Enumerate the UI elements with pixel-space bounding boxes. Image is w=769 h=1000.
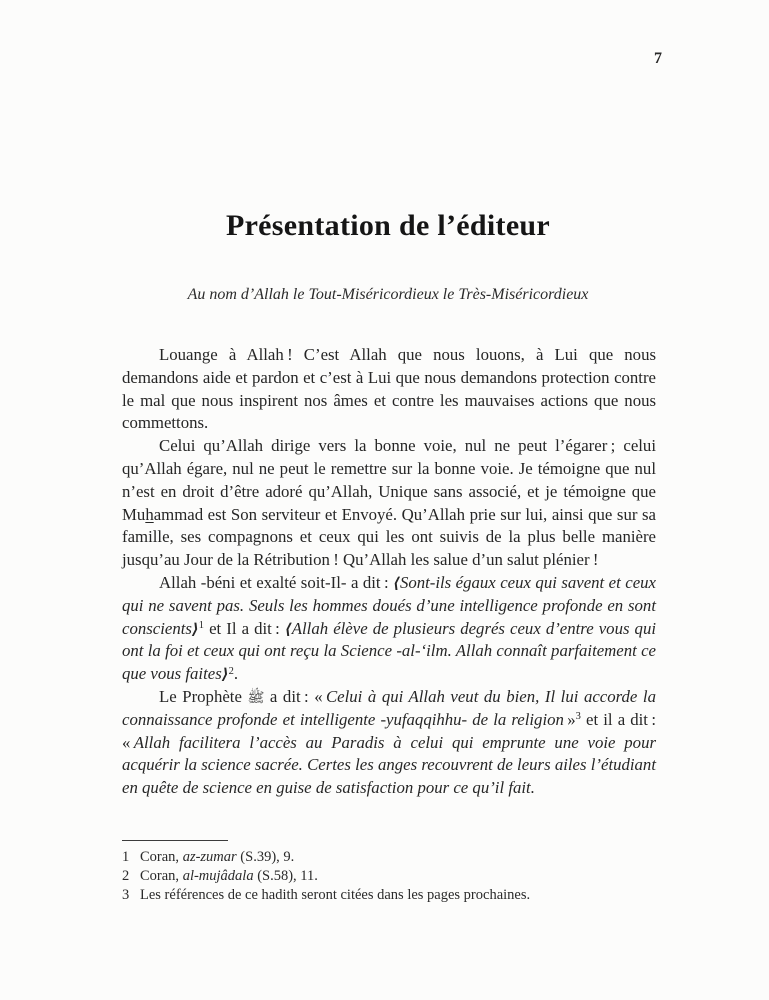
footnote-number: 1	[122, 849, 130, 865]
text-segment: Allah élève de plusieurs degrés ceux d’entre vous qui ont la foi et ceux qui ont reçu la Science -al-‘ilm. Allah connaît parfaitement ce que vous faites	[122, 618, 657, 684]
page-title: Présentation de l’éditeur	[225, 209, 551, 242]
footnote-item	[122, 848, 656, 867]
text-segment: ammad est Son serviteur et Envoyé. Qu’Allah prie sur lui, ainsi que sur sa famille, ses compagnons et ceux qui les ont suivis de la plus belle manière jusqu’au Jour de la Rétribution ! Qu’Allah les salue d’un salut plénier !	[122, 504, 656, 570]
text-segment: Sont-ils égaux ceux qui savent et ceux qui ne savent pas. Seuls les hommes doués d’une intelligence profonde en sont conscients	[122, 572, 656, 638]
text-segment: .	[233, 664, 239, 684]
footnote-list	[122, 848, 656, 906]
text-segment: Coran,	[140, 868, 183, 885]
text-segment: et il a dit : «	[122, 709, 656, 752]
footnote-number: 2	[122, 868, 130, 885]
footnote-marker: 1	[198, 620, 205, 632]
text-segment: az-zumar	[182, 849, 237, 865]
text-segment: Celui qu’Allah dirige vers la bonne voie, nul ne peut l’égarer ; celui qu’Allah égare, nul ne peut le remettre sur la bonne voie. Je témoigne que nul n’est en droit d’être adoré qu’Allah, Unique sans associé, et je témoigne que Mu	[122, 436, 656, 524]
text-segment: h	[145, 504, 154, 524]
text-segment: Allah -béni et exalté soit-Il- a dit :	[159, 572, 394, 592]
footnote-marker: 3	[575, 711, 581, 723]
text-segment: Louange à Allah ! C’est Allah que nous louons, à Lui que nous demandons aide et pardon et c’est à Lui que nous demandons protection contre le mal que nous inspirent nos âmes et contre les mauvaises actions que nous commettons.	[122, 345, 656, 433]
footnote-item	[122, 867, 656, 886]
body-paragraph	[122, 344, 656, 435]
quran-quote-bracket: ⟨	[284, 619, 292, 638]
body-paragraph	[122, 572, 656, 686]
body-paragraph	[122, 686, 656, 800]
footnote-marker: 2	[228, 665, 234, 677]
footnotes-section	[122, 840, 656, 906]
text-segment: et Il a dit :	[204, 618, 285, 638]
text-segment: (S.58), 11.	[253, 868, 318, 885]
footnote-text	[140, 848, 656, 867]
text-segment: al-mujâdala	[182, 868, 254, 885]
body-paragraph	[122, 435, 656, 572]
footnote-text	[140, 867, 656, 886]
page-number: 7	[654, 50, 662, 67]
footnote-number: 3	[122, 887, 130, 904]
text-segment: Celui à qui Allah veut du bien, Il lui accorde la connaissance profonde et intelligente -yufaqqihhu- de la religion	[122, 686, 656, 729]
text-segment: a dit : «	[264, 686, 326, 706]
quran-quote-bracket: ⟨	[393, 573, 400, 592]
quran-quote-bracket: ⟩	[221, 665, 229, 684]
text-segment: Coran,	[140, 849, 183, 865]
text-segment: Les références de ce hadith seront citées dans les pages prochaines.	[140, 887, 531, 904]
footnote-separator	[122, 840, 228, 841]
footnote-item	[122, 886, 656, 905]
text-segment: Allah facilitera l’accès au Paradis à celui qui emprunte une voie pour acquérir la science sacrée. Certes les anges recouvrent de leurs ailes l’étudiant en quête de science en guise de satisfaction pour ce qu’il fait.	[122, 732, 656, 798]
text-segment: Le Prophète	[159, 686, 248, 706]
footnote-text	[140, 886, 656, 905]
text-segment: (S.39), 9.	[236, 849, 295, 865]
text-segment: »	[563, 709, 576, 729]
body-text	[122, 344, 656, 800]
prophet-blessing-symbol: ﷺ	[247, 689, 265, 706]
quran-quote-bracket: ⟩	[191, 619, 199, 638]
basmala-line: Au nom d’Allah le Tout-Miséricordieux le Très-Miséricordieux	[187, 286, 589, 303]
